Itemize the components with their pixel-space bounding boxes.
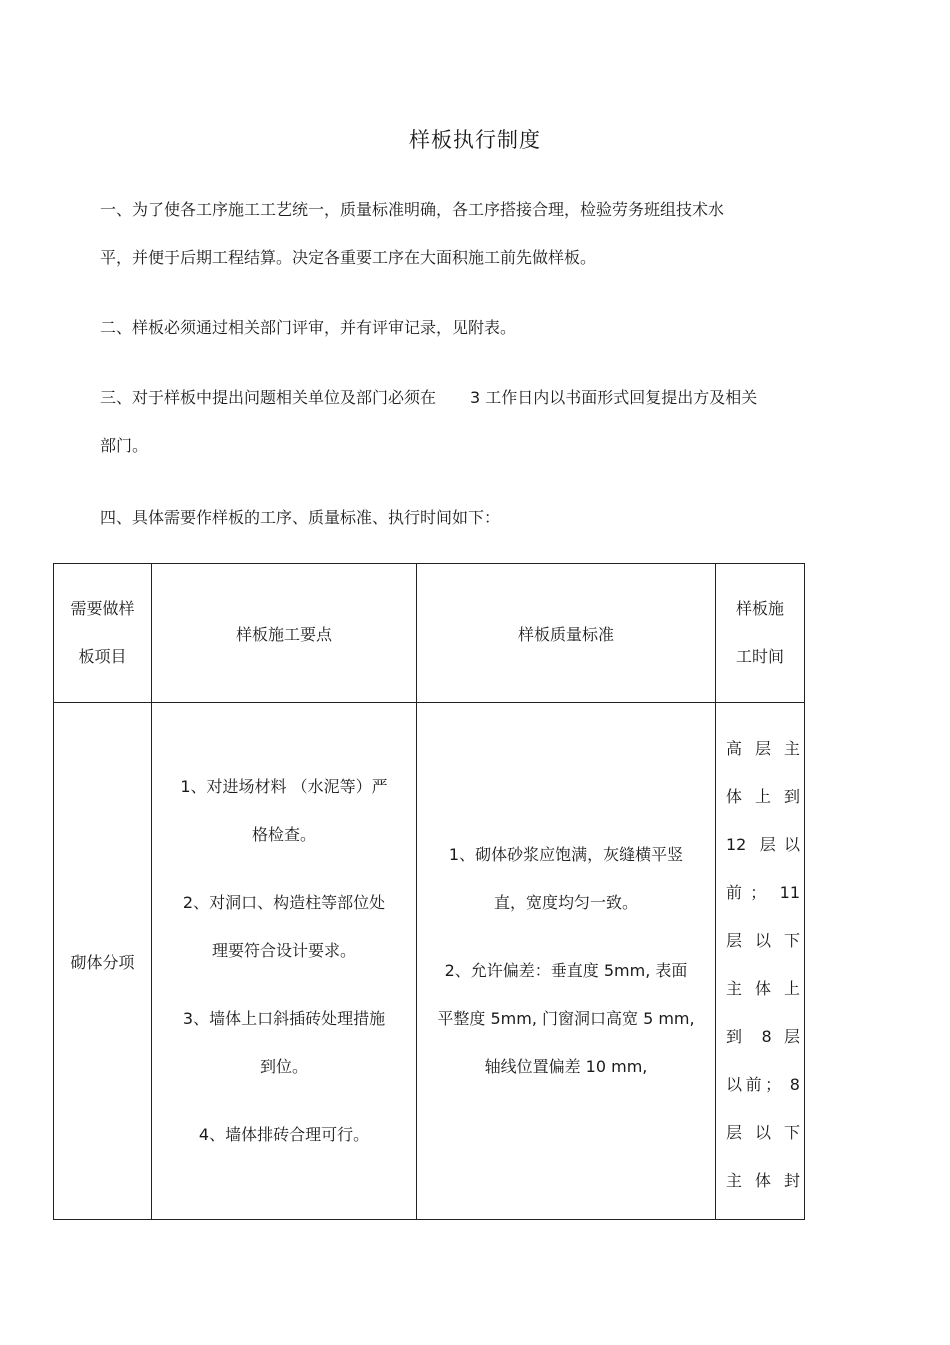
- standard-line: 2、允许偏差：垂直度 5mm, 表面: [444, 961, 688, 980]
- paragraph-1-line-1: 一、为了使各工序施工工艺统一，质量标准明确，各工序搭接合理，检验劳务班组技术水: [100, 200, 725, 219]
- cell-standard: [417, 703, 716, 1220]
- standard-line: 直，宽度均匀一致。: [493, 893, 638, 912]
- time-line: 层以下: [726, 1123, 800, 1142]
- table-header-row: [54, 564, 805, 703]
- header-time-line-1: 样板施: [735, 599, 784, 618]
- paragraph-3-line-2: 部门。: [100, 436, 149, 455]
- point-line: 3、墙体上口斜插砖处理措施: [182, 1009, 386, 1028]
- time-line: 12 层以: [726, 835, 800, 854]
- time-line: 体上到: [726, 787, 800, 806]
- time-line: 以前； 8: [726, 1075, 800, 1094]
- point-line: 2、对洞口、构造柱等部位处: [182, 893, 386, 912]
- sample-standard-table: [53, 563, 805, 1220]
- time-line: 到 8 层: [726, 1027, 800, 1046]
- header-standard: 样板质量标准: [417, 564, 716, 703]
- paragraph-2: 二、样板必须通过相关部门评审，并有评审记录，见附表。: [100, 318, 517, 337]
- point-line: 格检查。: [251, 825, 316, 844]
- point-line: 1、对进场材料 （水泥等）严: [180, 777, 388, 796]
- cell-points: [152, 703, 417, 1220]
- paragraph-3-line-1-part-a: 三、对于样板中提出问题相关单位及部门必须在: [100, 388, 437, 407]
- header-item-line-1: 需要做样: [70, 599, 135, 618]
- cell-time: [716, 703, 805, 1220]
- header-time-line-2: 工时间: [735, 647, 784, 666]
- header-item: [54, 564, 152, 703]
- standard-line: 1、砌体砂浆应饱满，灰缝横平竖: [448, 845, 684, 864]
- time-line: 层以下: [726, 931, 800, 950]
- header-time: [716, 564, 805, 703]
- header-item-line-2: 板项目: [78, 647, 127, 666]
- cell-item: 砌体分项: [54, 703, 152, 1220]
- header-points: 样板施工要点: [152, 564, 417, 703]
- time-line: 高层主: [726, 739, 800, 758]
- paragraph-3-line-1-part-b: 3 工作日内以书面形式回复提出方及相关: [470, 388, 758, 407]
- time-line: 主体封: [726, 1171, 800, 1190]
- point-line: 到位。: [259, 1057, 308, 1076]
- paragraph-4: 四、具体需要作样板的工序、质量标准、执行时间如下：: [100, 508, 501, 527]
- time-line: 主体上: [726, 979, 800, 998]
- standard-line: 平整度 5mm, 门窗洞口高宽 5 mm,: [437, 1009, 695, 1028]
- point-line: 4、墙体排砖合理可行。: [198, 1125, 370, 1144]
- table-row: [54, 703, 805, 1220]
- standard-line: 轴线位置偏差 10 mm,: [484, 1057, 648, 1076]
- time-line: 前； 11: [726, 883, 800, 902]
- document-title: 样板执行制度: [409, 128, 541, 152]
- paragraph-1-line-2: 平，并便于后期工程结算。决定各重要工序在大面积施工前先做样板。: [100, 248, 597, 267]
- paragraph-3-line-1: [100, 386, 757, 410]
- point-line: 理要符合设计要求。: [211, 941, 356, 960]
